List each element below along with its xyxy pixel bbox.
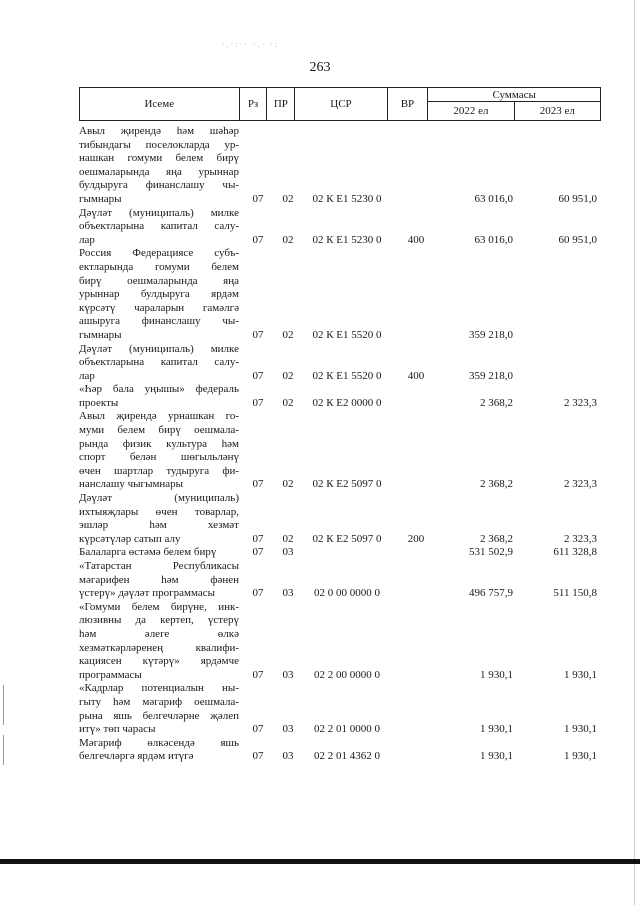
table-row [79,601,601,683]
row-rz: 07 [252,396,264,409]
table-row [79,560,601,601]
row-rz: 07 [252,369,264,382]
table-row [79,682,601,736]
table-row [79,737,601,764]
row-name-line: гымнары [79,192,122,205]
row-rz: 07 [252,750,264,763]
row-name-line: өчен шартлар тудыруга фи- [79,464,239,477]
row-name-line: Мәгариф өлкәсендә яшь [79,736,239,749]
header-year-2023: 2023 ел [514,102,600,121]
page-number: 263 [309,60,331,75]
row-name [79,410,239,492]
row-name-line: проекты [79,396,119,409]
table-header [79,87,601,121]
row-name [79,682,239,736]
row-name-line: итү» төп чарасы [79,723,156,736]
row-name-line: муми белем бирү оешмала- [79,424,239,437]
row-name [79,737,239,764]
row-pr: 02 [282,233,294,246]
row-name-line: «Кадрлар потенциалын ны- [79,682,239,695]
row-csr: 02 К Е1 5230 0 [312,233,382,246]
row-csr: 02 2 00 0000 0 [314,668,380,681]
row-sum-2023: 60 951,0 [558,192,597,205]
row-name [79,560,239,601]
row-name-line: Дәүләт (муниципаль) [79,492,239,505]
table-row [79,492,601,546]
table-row [79,343,601,384]
row-name-line: программасы [79,668,142,681]
row-rz: 07 [252,328,264,341]
row-name-line: нанслашу чыгымнары [79,478,184,491]
row-name [79,601,239,683]
row-sum-2023: 2 323,3 [564,396,597,409]
table-row [79,410,601,492]
row-name [79,343,239,384]
row-csr: 02 К Е1 5520 0 [312,328,382,341]
row-csr: 02 К Е1 5520 0 [312,369,382,382]
table-row [79,383,601,410]
row-rz: 07 [252,587,264,600]
row-pr: 03 [282,587,294,600]
row-name-line: «Һәр бала уңышы» федераль [79,383,239,396]
row-sum-2023: 1 930,1 [564,723,597,736]
row-csr: 02 К Е2 0000 0 [312,396,382,409]
row-sum-2022: 1 930,1 [480,750,513,763]
row-name [79,207,239,248]
row-sum-2022: 531 502,9 [469,546,513,559]
row-pr: 03 [282,750,294,763]
header-vr: ВР [387,88,428,121]
row-name-line: спорт белән шөгыльләнү [79,451,239,464]
row-sum-2022: 63 016,0 [474,192,513,205]
row-rz: 07 [252,532,264,545]
row-sum-2022: 2 368,2 [480,396,513,409]
row-name-line: булдыруга финанслашу чы- [79,179,239,192]
row-name-line: күрсәтү чараларын гамәлгә [79,301,239,314]
row-csr: 02 К Е2 5097 0 [312,532,382,545]
row-rz: 07 [252,233,264,246]
header-pr: ПР [267,88,295,121]
scan-noise: ·.·:·· ·.· ·: [222,40,280,49]
row-sum-2023: 611 328,8 [553,546,597,559]
header-csr: ЦСР [295,88,387,121]
row-pr: 02 [282,532,294,545]
row-sum-2022: 63 016,0 [474,233,513,246]
row-name-line: «Татарстан Республикасы [79,560,239,572]
row-name-line: объектларына капитал салу- [79,220,239,233]
row-sum-2023: 2 323,3 [564,478,597,491]
row-rz: 07 [252,723,264,736]
row-rz: 07 [252,192,264,205]
row-rz: 07 [252,478,264,491]
row-sum-2023: 60 951,0 [558,233,597,246]
header-name: Исеме [80,88,240,121]
row-csr: 02 К Е2 5097 0 [312,478,382,491]
row-name-line: белгечләргә ярдәм итүгә [79,750,194,763]
row-name-line: эшләр һәм хезмәт [79,519,239,532]
row-name-line: люзивны да кертеп, үстерү [79,614,239,627]
header-rz: Рз [239,88,267,121]
row-name-line: күрсәтүләр сатып алу [79,532,181,545]
scan-margin-mark [3,685,4,725]
row-name-line: нашкан гомуми белем бирү [79,152,239,165]
row-sum-2022: 359 218,0 [469,369,513,382]
row-name-line: Россия Федерациясе субъ- [79,247,239,260]
row-vr: 400 [407,233,425,246]
row-csr: 02 2 01 0000 0 [314,723,380,736]
row-name-line: үстерү» дәүләт программасы [79,587,216,600]
row-pr: 02 [282,396,294,409]
row-name-line: Балаларга өстәмә белем бирү [79,546,217,559]
row-pr: 03 [282,668,294,681]
row-vr: 200 [407,532,425,545]
row-name [79,546,239,560]
row-sum-2022: 2 368,2 [480,478,513,491]
row-name-line: рына яшь белгечләрне җәлеп [79,709,239,722]
row-name-line: объектларына капитал салу- [79,356,239,369]
row-name-line: Авыл җирендә һәм шәһәр [79,125,239,137]
row-name-line: ектларында гомуми белем [79,260,239,273]
row-csr: 02 0 00 0000 0 [314,587,380,600]
row-rz: 07 [252,546,264,559]
row-name-line: ашыруга финанслашу чы- [79,315,239,328]
row-pr: 03 [282,546,294,559]
row-sum-2023: 2 323,3 [564,532,597,545]
row-name-line: ихтыяҗлары өчен товарлар, [79,505,239,518]
row-sum-2022: 1 930,1 [480,668,513,681]
row-name-line: Дәүләт (муниципаль) милке [79,342,239,355]
table-row [79,247,601,342]
header-sums: Суммасы [428,88,601,102]
table-row [79,207,601,248]
row-pr: 02 [282,369,294,382]
row-name-line: рында физик культура һәм [79,437,239,450]
row-sum-2022: 2 368,2 [480,532,513,545]
row-name-line: лар [79,233,95,246]
row-vr: 400 [407,369,425,382]
row-csr: 02 К Е1 5230 0 [312,192,382,205]
table-row [79,546,601,560]
row-sum-2023: 1 930,1 [564,750,597,763]
row-pr: 03 [282,723,294,736]
row-name-line: гымнары [79,328,122,341]
table-body [79,125,601,764]
row-name-line: Дәүләт (муниципаль) милке [79,206,239,219]
row-name [79,492,239,546]
row-name-line: һәм әлеге өлкә [79,627,239,640]
row-name [79,125,239,207]
bottom-scan-border [0,859,640,864]
row-rz: 07 [252,668,264,681]
row-name-line: оешмаларында яңа урыннар [79,165,239,178]
header-year-2022: 2022 ел [428,102,514,121]
row-pr: 02 [282,478,294,491]
row-sum-2022: 496 757,9 [469,587,513,600]
row-name-line: «Гомуми белем бирүне, инк- [79,600,239,613]
row-name-line: тибындагы поселокларда ур- [79,138,239,151]
table-row [79,125,601,207]
row-name-line: кациясен күтәрү» ярдәмче [79,655,239,668]
row-name-line: Авыл җирендә урнашкан го- [79,410,239,423]
row-name-line: бирү оешмаларында яңа [79,274,239,287]
row-name-line: мәгарифен һәм фәнен [79,573,239,586]
row-pr: 02 [282,328,294,341]
row-sum-2023: 511 150,8 [553,587,597,600]
row-sum-2023: 1 930,1 [564,668,597,681]
row-name-line: хезмәткәрләренең квалифи- [79,641,239,654]
row-name-line: гыту һәм мәгариф оешмала- [79,695,239,708]
row-name-line: урыннар булдыруга ярдәм [79,288,239,301]
row-csr: 02 2 01 4362 0 [314,750,380,763]
row-name-line: лар [79,369,95,382]
page-edge [634,0,635,905]
scan-margin-mark [3,735,4,765]
row-name [79,383,239,410]
row-sum-2022: 359 218,0 [469,328,513,341]
row-pr: 02 [282,192,294,205]
row-name [79,247,239,342]
row-sum-2022: 1 930,1 [480,723,513,736]
